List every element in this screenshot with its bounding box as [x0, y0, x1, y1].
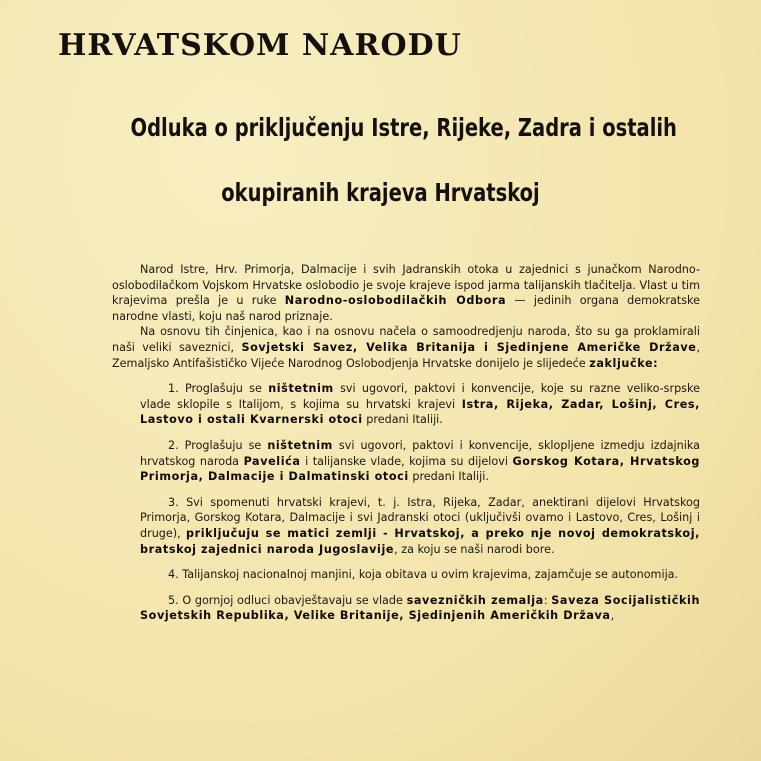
text-run: , Zemaljsko Antifašističko Vijeće Narodnog Oslobodjenja Hrvatske donijelo je slijedeće	[112, 340, 700, 370]
resolution-point-3	[112, 495, 700, 557]
resolution-point-1	[112, 381, 700, 428]
text-run: Na osnovu tih činjenica, kao i na osnovu načela o samoodredjenju naroda, što su ga proklamirali naši veliki saveznici,	[112, 325, 700, 354]
text-run: predani Italiji.	[408, 470, 489, 484]
emphasis-text: ništetnim	[268, 382, 334, 396]
resolution-point-4	[112, 567, 700, 583]
text-run: 4. Talijanskoj nacionalnoj manjini, koja obitava u ovim krajevima, zajamčuje se autonomija.	[168, 568, 679, 582]
text-run: 3. Svi spomenuti hrvatski krajevi, t. j. Istra, Rijeka, Zadar, anektirani dijelovi Hrvatskog Primorja, Gorskog Kotara, Dalmacije i svi Jadranski otoci (uključivši ovamo i Lastovo, Cres, Lošinj i druge),	[140, 495, 700, 540]
text-run: 5. O gornjoj odluci obavještavaju se vlade	[168, 593, 407, 607]
emphasis-text: ništetnim	[267, 438, 333, 452]
emphasis-text: Narodno-oslobodilačkih Odbora	[284, 294, 507, 308]
emphasis-text: priključuju se matici zemlji - Hrvatskoj, a preko nje novoj demokratskoj, bratskoj zajednici naroda Jugoslavije	[140, 526, 700, 556]
text-run: predani Italiji.	[362, 413, 443, 427]
emphasis-text: zaključke	[589, 356, 654, 370]
intro-paragraph-2	[112, 324, 700, 371]
document-heading: HRVATSKOM NARODU	[58, 28, 462, 63]
text-run: ,	[610, 609, 615, 623]
text-run: :	[543, 593, 552, 607]
document-body	[112, 262, 700, 624]
text-run: :	[653, 356, 659, 370]
emphasis-text: Saveza Socijalističkih Sovjetskih Republika, Velike Britanije, Sjedinjenih Američkih Država	[140, 593, 701, 623]
document-subtitle-line1: Odluka o priključenju Istre, Rijeke, Zadra i ostalih	[130, 113, 677, 142]
text-run: svi ugovori, paktovi i konvencije, sklopljene izmedju izdajnika hrvatskog naroda	[140, 438, 700, 468]
text-run: svi ugovori, paktovi i konvencije, koje su razne veliko-srpske vlade sklopile s Italijom, s kojima su hrvatski krajevi	[140, 382, 700, 411]
text-run: 2. Proglašuju se	[168, 438, 268, 452]
intro-paragraph-1	[112, 262, 700, 324]
emphasis-text: Pavelića	[243, 454, 301, 468]
document-subtitle-line2: okupiranih krajeva Hrvatskoj	[221, 178, 540, 207]
emphasis-text: Sovjetski Savez, Velika Britanija i Sjedinjene Američke Države	[241, 340, 697, 354]
text-run: i talijanske vlade, kojima su dijelovi	[300, 454, 513, 468]
emphasis-text: savezničkih zemalja	[406, 593, 544, 607]
text-run: 1. Proglašuju se	[168, 382, 269, 396]
emphasis-text: Istra, Rijeka, Zadar, Lošinj, Cres, Lastovo i ostali Kvarnerski otoci	[140, 397, 700, 427]
emphasis-text: Gorskog Kotara, Hrvatskog Primorja, Dalmacije i Dalmatinski otoci	[140, 454, 700, 484]
resolution-point-2	[112, 438, 700, 485]
text-run: — jedinih organa demokratske narodne vlasti, koju naš narod priznaje.	[112, 294, 700, 323]
text-run: Narod Istre, Hrv. Primorja, Dalmacije i svih Jadranskih otoka u zajednici s junačkom Narodno-oslobodilačkom Vojskom Hrvatske oslobodio je svoje krajeve ispod jarma talijanskih tlačitelja. Vlast u tim krajevima prešla je u ruke	[112, 263, 700, 308]
resolution-point-5	[112, 593, 700, 624]
text-run: , za koju se naši narodi bore.	[394, 542, 555, 556]
